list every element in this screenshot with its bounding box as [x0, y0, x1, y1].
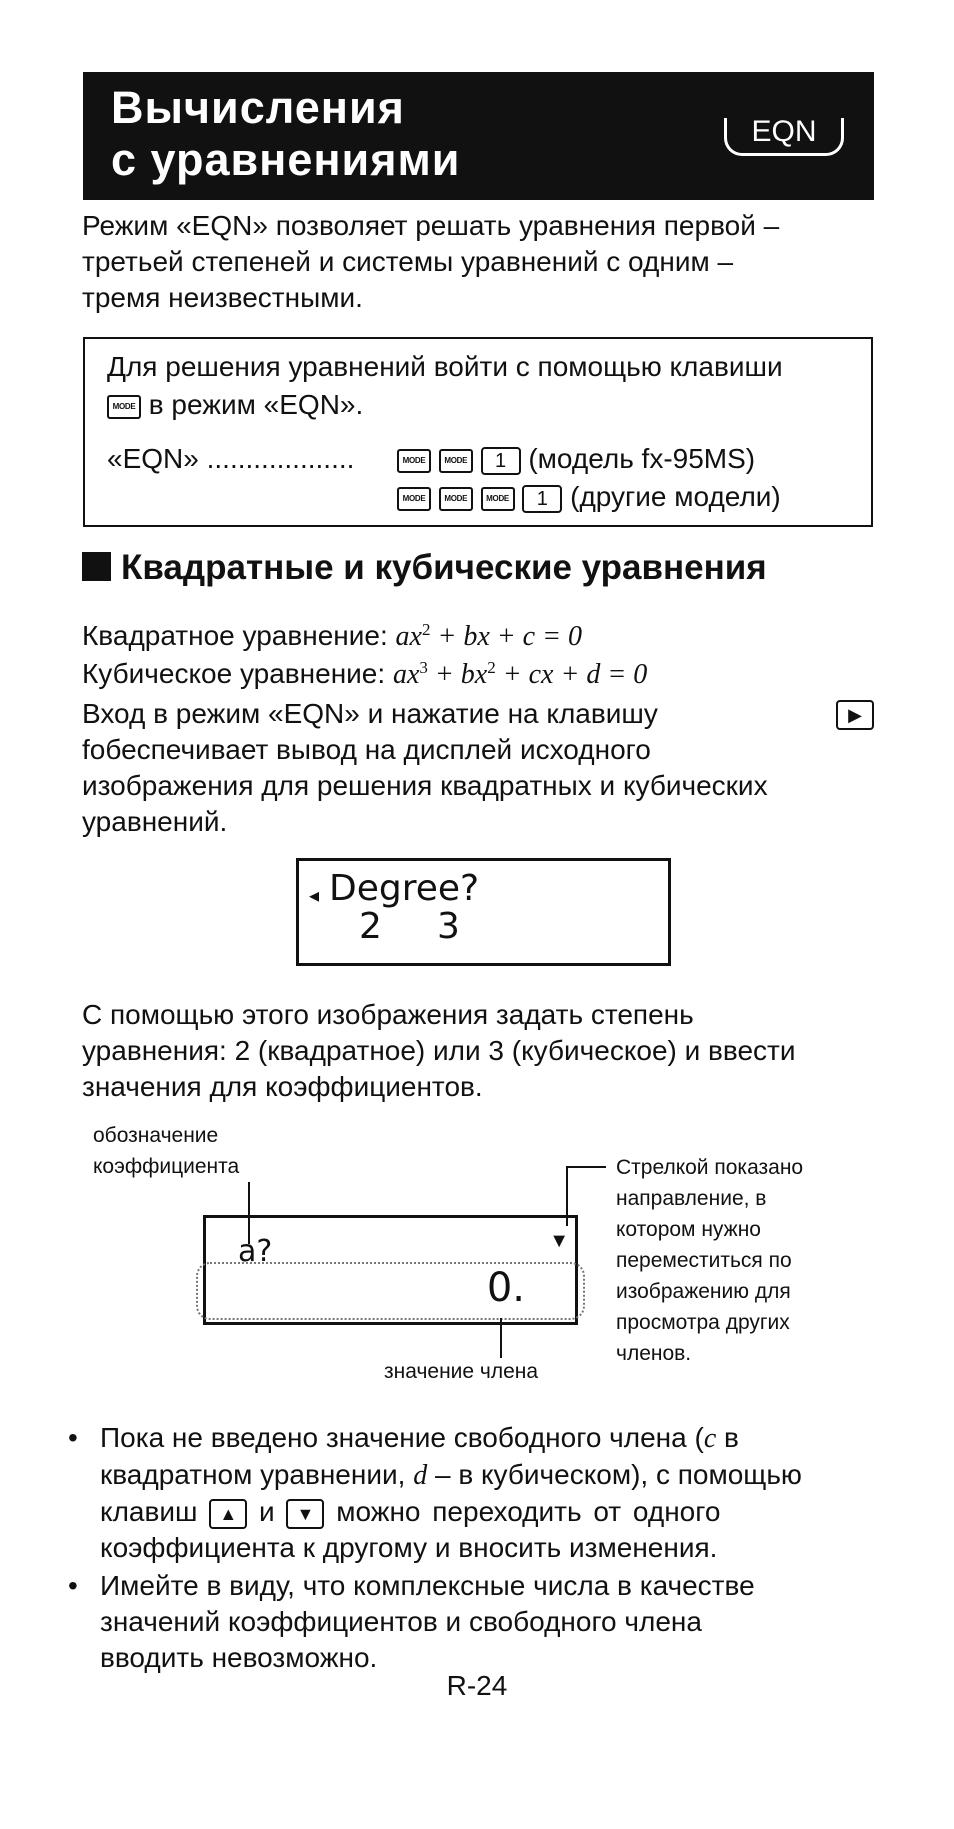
quadratic-equation: [82, 612, 582, 655]
arrow-leader-vertical: [566, 1166, 568, 1226]
mode-key-icon: MODE: [107, 395, 141, 419]
value-leader-line: [500, 1318, 502, 1358]
degree-intro-line: fобеспечивает вывод на дисплей исходного: [82, 734, 651, 765]
coefficient-value: 0.: [486, 1265, 525, 1311]
page-number: R-24: [446, 1670, 508, 1701]
mode-key-icon: MODE: [439, 487, 473, 511]
mode-tag: [728, 112, 840, 156]
arrow-callout: Стрелкой показано направление, в котором нужно переместиться по изображению для просмотра других членов.: [616, 1156, 804, 1365]
quadratic-formula: $ax^2$ + bx + c = 0: [395, 620, 582, 652]
coefficient-prompt: a?: [238, 1234, 273, 1269]
degree-lcd-display: [296, 858, 671, 966]
cubic-label: Кубическое уравнение:: [82, 658, 386, 689]
mode-key-icon: MODE: [481, 487, 515, 511]
key-1-icon: 1: [481, 447, 521, 475]
degree-option-2: 2: [359, 906, 382, 947]
bullet-dot-icon: •: [68, 1570, 78, 1601]
page-title: [111, 82, 460, 186]
intro-line: тремя неизвестными.: [82, 282, 363, 313]
mode-tag-label: EQN: [751, 115, 817, 148]
down-arrow-indicator-icon: ▼: [549, 1230, 569, 1252]
degree-intro-line1: Вход в режим «EQN» и нажатие на клавишу ▶: [82, 696, 874, 732]
coefficient-line: С помощью этого изображения задать степень: [82, 999, 694, 1030]
degree-prompt: Degree?: [329, 868, 480, 909]
coefficient-line: уравнения: 2 (квадратное) или 3 (кубическое) и ввести: [82, 1035, 796, 1066]
intro-paragraph: [82, 208, 874, 316]
instruction-box: [83, 337, 873, 527]
page-title-line1: Вычисления: [111, 82, 405, 133]
coefficient-lcd-display: [203, 1215, 578, 1325]
cubic-formula: $ax^3 + bx^2$ + cx + d = 0: [392, 658, 648, 690]
mode-key-icon: MODE: [397, 449, 431, 473]
bullet-item: [68, 1420, 874, 1568]
instruction-text-line2: [107, 389, 363, 421]
model-note: (модель fx-95MS): [528, 443, 756, 474]
mode-key-icon: MODE: [397, 487, 431, 511]
coefficient-label: обозначение коэффициента: [93, 1124, 240, 1178]
section-heading: [82, 548, 767, 588]
eqn-mode-label: «EQN» ...................: [107, 443, 355, 474]
section-heading-text: Квадратные и кубические уравнения: [121, 548, 767, 587]
page-header-banner: [83, 72, 874, 200]
instruction-text-suffix: в режим «EQN».: [148, 389, 364, 420]
mode-key-icon: MODE: [439, 449, 473, 473]
cubic-equation: [82, 650, 647, 693]
square-bullet-icon: [82, 552, 111, 581]
key-sequence-other: [397, 481, 781, 513]
quadratic-label: Квадратное уравнение:: [82, 620, 388, 651]
degree-intro-line: изображения для решения квадратных и кубических: [82, 770, 768, 801]
intro-line: третьей степеней и системы уравнений с одним –: [82, 246, 734, 277]
coefficient-line: значения для коэффициентов.: [82, 1071, 483, 1102]
intro-line: Режим «EQN» позволяет решать уравнения первой –: [82, 210, 780, 241]
bullet-text: Пока не введено значение свободного члена (c в квадратном уравнении, d – в кубическом), с помощью клавиш ▲ и ▼ можно переходить от одного коэффициента к другому и вносить изменения.: [100, 1422, 802, 1563]
bullet-item: [68, 1568, 874, 1678]
model-note: (другие модели): [570, 481, 781, 512]
arrow-leader-horizontal: [566, 1166, 606, 1168]
bullet-dot-icon: •: [68, 1422, 78, 1453]
degree-intro-paragraph: [82, 696, 874, 840]
key-1-icon: 1: [522, 485, 562, 513]
left-arrow-icon: ◂: [309, 883, 320, 907]
down-arrow-key-icon: ▼: [286, 1499, 324, 1529]
bullet-text: Имейте в виду, что комплексные числа в качестве значений коэффициентов и свободного члена вводить невозможно.: [100, 1570, 755, 1673]
key-sequence-fx95ms: [397, 443, 755, 475]
page-title-line2: с уравнениями: [111, 134, 461, 185]
coefficient-paragraph: [82, 997, 874, 1105]
degree-intro-line: уравнений.: [82, 806, 228, 837]
right-arrow-key-icon: ▶: [836, 700, 874, 730]
value-row-highlight: [196, 1262, 585, 1320]
instruction-text: Для решения уравнений войти с помощью клавиши: [107, 351, 783, 382]
value-label: значение члена: [384, 1360, 539, 1383]
degree-option-3: 3: [437, 906, 460, 947]
up-arrow-key-icon: ▲: [209, 1499, 247, 1529]
